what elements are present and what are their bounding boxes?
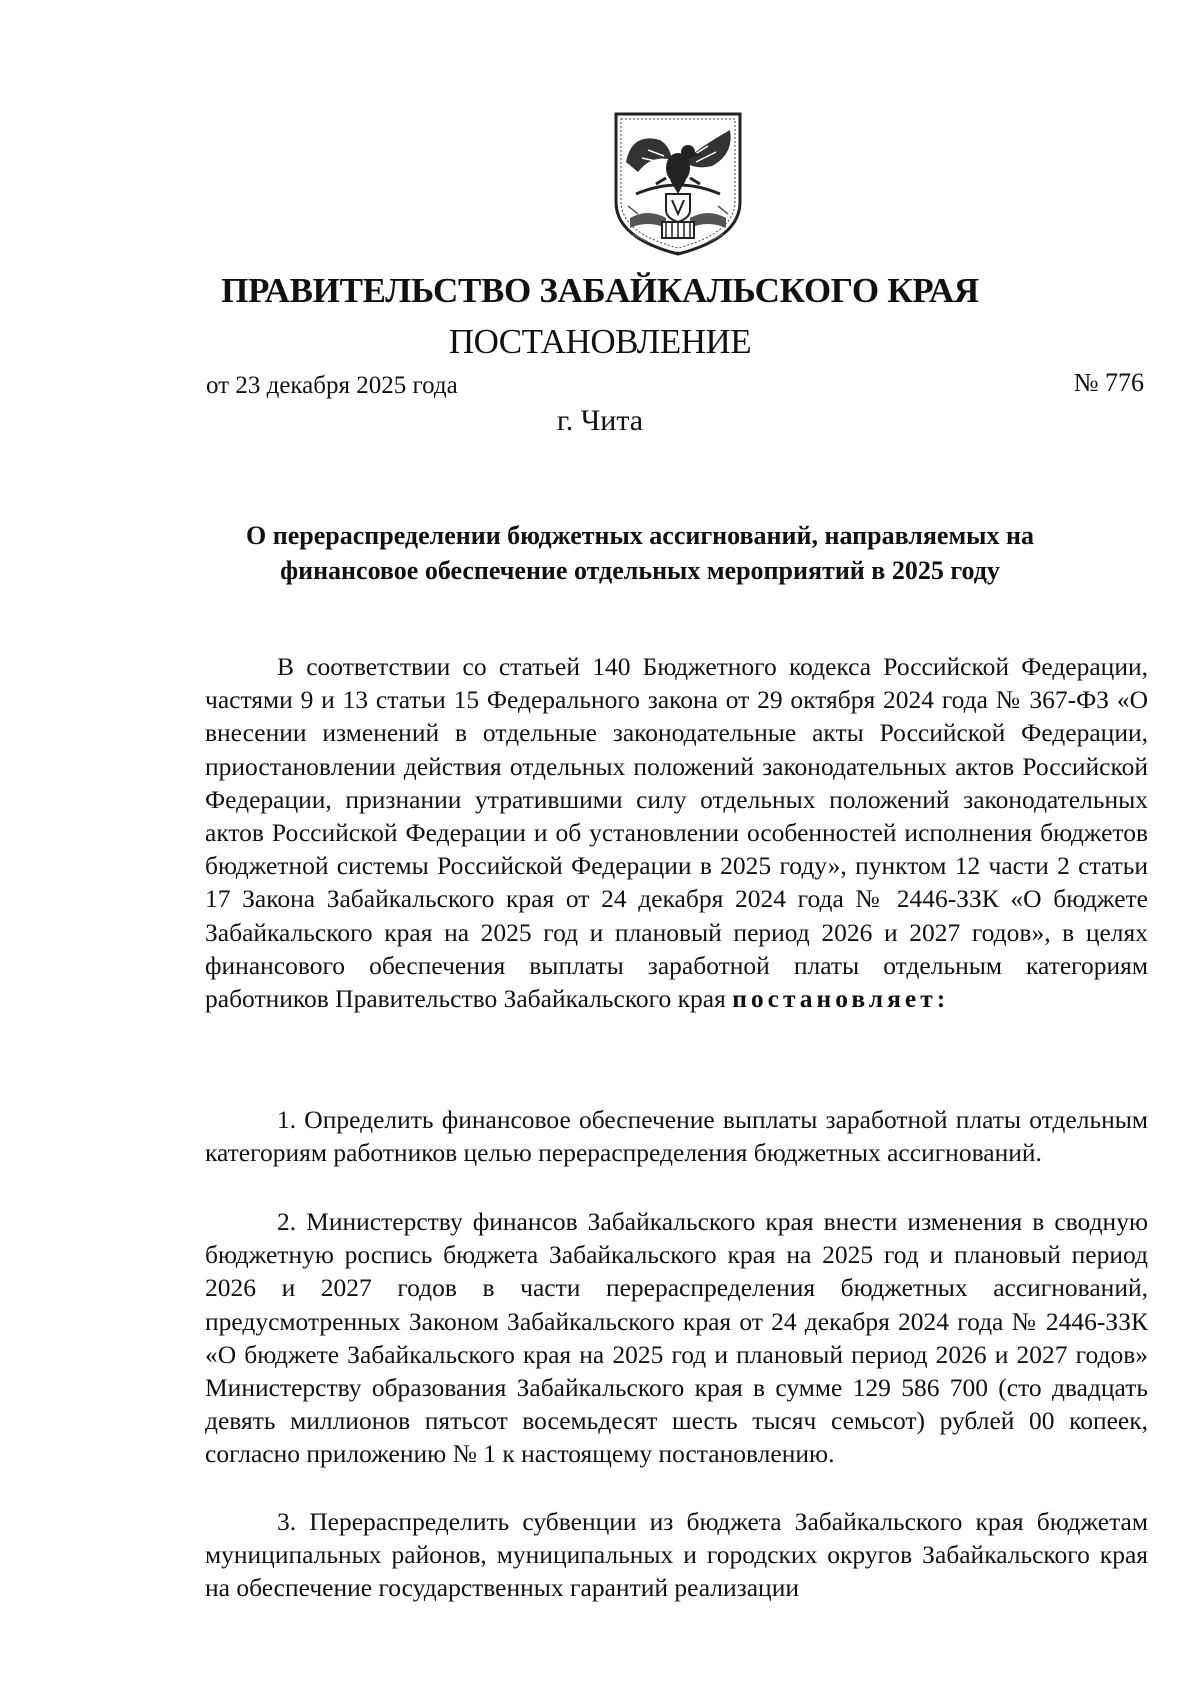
item-1-paragraph: 1. Определить финансовое обеспечение выплаты заработной платы отдельным категориям работников целью перераспределения бюджетных ассигнований. — [205, 1105, 1148, 1168]
preamble-text: В соответствии со статьей 140 Бюджетного кодекса Российской Федерации, частями 9 и 13 статьи 15 Федерального закона от 29 октября 2024 года № 367-ФЗ «О внесении изменений в отдельные законодательные акты Российской Федерации, приостановлении действия отдельных положений законодательных актов Российской Федерации, признании утратившими силу отдельных положений законодательных актов Российской Федерации и об установлении особенностей исполнения бюджетов бюджетной системы Российской Федерации в 2025 году», пунктом 12 части 2 статьи 17 Закона Забайкальского края от 24 декабря 2024 года № 2446-ЗЗК «О бюджете Забайкальского края на 2025 год и плановый период 2026 и 2027 годов», в целях финансового обеспечения выплаты заработной платы отдельным категориям работников Правительство Забайкальского края — [205, 652, 1148, 1014]
document-date: от 23 декабря 2025 года — [206, 372, 458, 399]
coat-of-arms-icon — [608, 110, 748, 258]
resolves-word: постановляет: — [732, 984, 950, 1014]
item-3-paragraph: 3. Перераспределить субвенции из бюджета Забайкальского края бюджетам муниципальных районов, муниципальных и городских округов Забайкальского края на обеспечение государственных гарантий реализации — [205, 1507, 1148, 1603]
subject-line: О перераспределении бюджетных ассигнований, направляемых на — [246, 521, 1034, 550]
organization-title: ПРАВИТЕЛЬСТВО ЗАБАЙКАЛЬСКОГО КРАЯ — [221, 271, 979, 310]
preamble-paragraph — [205, 650, 1148, 1015]
item-2-paragraph: 2. Министерству финансов Забайкальского края внести изменения в сводную бюджетную роспись бюджета Забайкальского края на 2025 год и плановый период 2026 и 2027 годов в части перераспределения бюджетных ассигнований, предусмотренных Законом Забайкальского края от 24 декабря 2024 года № 2446-ЗЗК «О бюджете Забайкальского края на 2025 год и плановый период 2026 и 2027 годов» Министерству образования Забайкальского края в сумме 129 586 700 (сто двадцать девять миллионов пятьсот восемьдесят шесть тысяч семьсот) рублей 00 копеек, согласно приложению № 1 к настоящему постановлению. — [205, 1207, 1148, 1469]
document-type: ПОСТАНОВЛЕНИЕ — [448, 322, 752, 361]
document-city: г. Чита — [556, 404, 644, 437]
document-number: № 776 — [1073, 368, 1144, 397]
subject-line: финансовое обеспечение отдельных мероприятий в 2025 году — [280, 556, 1000, 585]
document-subject — [140, 518, 1140, 588]
